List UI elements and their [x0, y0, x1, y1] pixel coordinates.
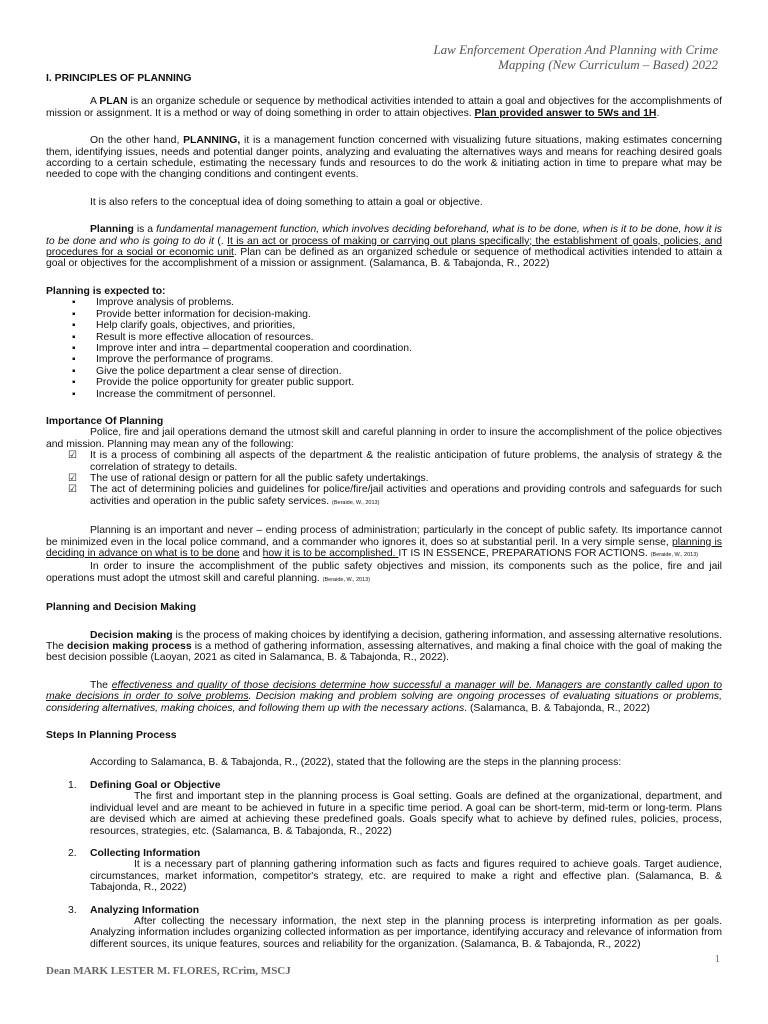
planning-definition	[46, 135, 722, 181]
check-item: ☑ It is a process of combining all aspects of the department & the realistic anticipation of future problems, the analysis of strategy & the correlation of strategy to details.	[68, 450, 722, 473]
text-run: is an organize schedule or sequence by methodical activities intended to attain a goal and objectives for the accomplishments of mission or assignment. It is a method or way of doing something in order to attain objectives.	[46, 96, 722, 119]
header-line-2: Mapping (New Curriculum – Based) 2022	[498, 57, 718, 72]
step-number: 2.	[68, 847, 77, 859]
document-body	[46, 73, 722, 950]
italic-run: fundamental management function, which involves deciding beforehand, what is to be done, when is it to be done, how it is to be done and who is going to do it	[46, 224, 722, 247]
list-item: ▪ Improve inter and intra – departmental cooperation and coordination.	[72, 343, 722, 354]
step-body: The first and important step in the planning process is Goal setting. Goals are defined at the organizational, department, and individual level and are meant to be achieved in future in a specific time period. A goal can be short-term, mid-term or long-term. Plans are devised which are aimed at achieving these predefined goals. Goals specify what to achieve by defined rules, policies, process, resources, strategies, etc. (Salamanca, B. & Tabajonda, R., 2022)	[90, 791, 722, 837]
decision-title: Planning and Decision Making	[46, 602, 197, 614]
section-title: I. PRINCIPLES OF PLANNING	[46, 73, 192, 84]
italic-run: . Decision making and problem solving are ongoing processes of evaluating situations or problems, considering alternatives, making choices, and following them up with the necessary actions	[46, 691, 722, 714]
importance-intro: Police, fire and jail operations demand the utmost skill and careful planning in order to insure the accomplishment of the police objectives and mission. Planning may mean any of the following:	[46, 427, 722, 450]
step-number: 1.	[68, 779, 77, 791]
step-title: Analyzing Information	[90, 904, 200, 916]
check-item	[68, 484, 722, 509]
citation: (Beraide, W., 2013)	[322, 576, 371, 583]
list-item: ▪ Provide better information for decision-making.	[72, 309, 722, 320]
emphasis-5ws-1h: Plan provided answer to 5Ws and 1H	[474, 107, 657, 119]
list-item: ▪ Result is more effective allocation of resources.	[72, 332, 722, 343]
text-run: . (Salamanca, B. & Tabajonda, R., 2022)	[464, 702, 650, 714]
running-header	[378, 42, 718, 72]
citation: (Beraide, W., 2013)	[332, 499, 380, 506]
term-decision-process: decision making process	[67, 641, 192, 653]
step-item	[46, 780, 722, 837]
text-run: is a	[133, 224, 157, 236]
text-run: .	[656, 107, 660, 119]
text-run: A	[90, 96, 100, 108]
text-run: is a method of gathering information, assessing alternatives, and making a final choice with the goal of making the best decision possible (Laoyan, 2021 as cited in Salamanca, B. & Tabajonda, R., 2022).	[46, 641, 723, 664]
header-line-1: Law Enforcement Operation And Planning with Crime	[433, 42, 718, 57]
importance-paragraph-3	[46, 561, 722, 586]
step-title: Defining Goal or Objective	[90, 779, 221, 791]
text-run: In order to insure the accomplishment of the public safety objectives and mission, its components such as the police, fire and jail operations must adopt the utmost skill and careful planning.	[46, 561, 722, 584]
text-run: The	[90, 679, 112, 691]
text-run: and	[239, 548, 263, 559]
text-run: IT IS IN ESSENCE, PREPARATIONS FOR ACTIONS.	[398, 548, 651, 559]
list-item: ▪ Provide the police opportunity for greater public support.	[72, 377, 722, 388]
text-run: is the process of making choices by identifying a decision, gathering information, and assessing alternative resolutions. The	[46, 629, 722, 653]
term-decision-making: Decision making	[90, 629, 173, 641]
text-run: Planning is an important and never – ending process of administration; particularly in the concept of public safety. Its importance cannot be minimized even in the local police command, and a commander who ignores it, does so at substantial peril. In a very simple sense,	[46, 525, 722, 548]
step-title: Collecting Information	[90, 847, 201, 859]
text-run: The act of determining policies and guidelines for police/fire/jail activities and operations and providing controls and safeguards for such activities and operation in the public safety services.	[90, 484, 722, 507]
decision-paragraph-2	[46, 680, 722, 714]
steps-intro: According to Salamanca, B. & Tabajonda, R., (2022), stated that the following are the steps in the planning process:	[90, 757, 622, 769]
steps-title: Steps In Planning Process	[46, 730, 177, 742]
step-item	[46, 905, 722, 951]
term-plan: PLAN	[99, 96, 128, 108]
step-body: After collecting the necessary information, the next step in the planning process is interpreting information as per goals. Analyzing information includes organizing collected information as per importance, identifying accuracy and relevance of information from different sources, its unique features, sources and reliability for the organization. (Salamanca, B. & Tabajonda, R., 2022)	[90, 915, 722, 950]
expected-title: Planning is expected to:	[46, 285, 166, 297]
term-planning: PLANNING,	[183, 135, 241, 147]
planning-fundamental-paragraph	[46, 224, 722, 270]
page-number: 1	[714, 954, 720, 965]
step-body: It is a necessary part of planning gathering information such as facts and figures required to achieve goals. Target audience, circumstances, market information, competitor's strategy, etc. are required to make a right and effective plan. (Salamanca, B. & Tabajonda, R., 2022)	[90, 859, 722, 894]
steps-list	[46, 780, 722, 950]
importance-checklist	[46, 450, 722, 509]
text-run: it is a management function concerned with visualizing future situations, making estimates concerning them, identifying issues, needs and potential danger points, analyzing and evaluating the alternatives ways and means for reaching desired goals according to a certain schedule, estimating the necessary funds and resources to do the work & initiating action in time to prepare what may be needed to cope with the changing conditions and contingent events.	[46, 135, 722, 181]
underlined-run: planning is deciding in advance on what is to be done	[46, 536, 722, 559]
importance-title: Importance Of Planning	[46, 415, 164, 427]
list-item: ▪ Help clarify goals, objectives, and priorities,	[72, 320, 722, 331]
list-item: ▪ Improve the performance of programs.	[72, 354, 722, 365]
importance-paragraph-2	[46, 525, 722, 561]
text-run: . Plan can be defined as an organized schedule or sequence of methodical activities intended to attain a goal or objectives for the accomplishment of a mission or assignment. (Salamanca, B. & Tabajonda, R., 2022)	[46, 247, 722, 270]
footer-author: Dean MARK LESTER M. FLORES, RCrim, MSCJ	[46, 965, 291, 977]
check-item: ☑ The use of rational design or pattern for all the public safety undertakings.	[68, 473, 722, 484]
text-run: On the other hand,	[90, 135, 184, 147]
list-item: ▪ Give the police department a clear sense of direction.	[72, 366, 722, 377]
step-item	[46, 848, 722, 894]
citation: (Beraide, W., 2013)	[650, 552, 699, 558]
decision-paragraph-1	[46, 630, 722, 664]
expected-list	[46, 297, 722, 400]
underlined-run: It is an act or process of making or carrying out plans specifically; the establishment of goals, policies, and procedures for a social or economic unit	[46, 235, 722, 259]
plan-definition	[46, 96, 722, 119]
underlined-run: how it is to be accomplished.	[262, 548, 399, 559]
term-planning: Planning	[90, 224, 134, 236]
list-item: ▪ Increase the commitment of personnel.	[72, 389, 722, 400]
list-item: ▪ Improve analysis of problems.	[72, 297, 722, 308]
text-run: (.	[214, 235, 228, 247]
conceptual-paragraph: It is also refers to the conceptual idea of doing something to attain a goal or objective.	[90, 196, 483, 208]
step-number: 3.	[68, 904, 77, 916]
italic-underlined-run: effectiveness and quality of those decisions determine how successful a manager will be. Managers are constantly called upon to make decisions in order to solve problems	[46, 679, 722, 703]
